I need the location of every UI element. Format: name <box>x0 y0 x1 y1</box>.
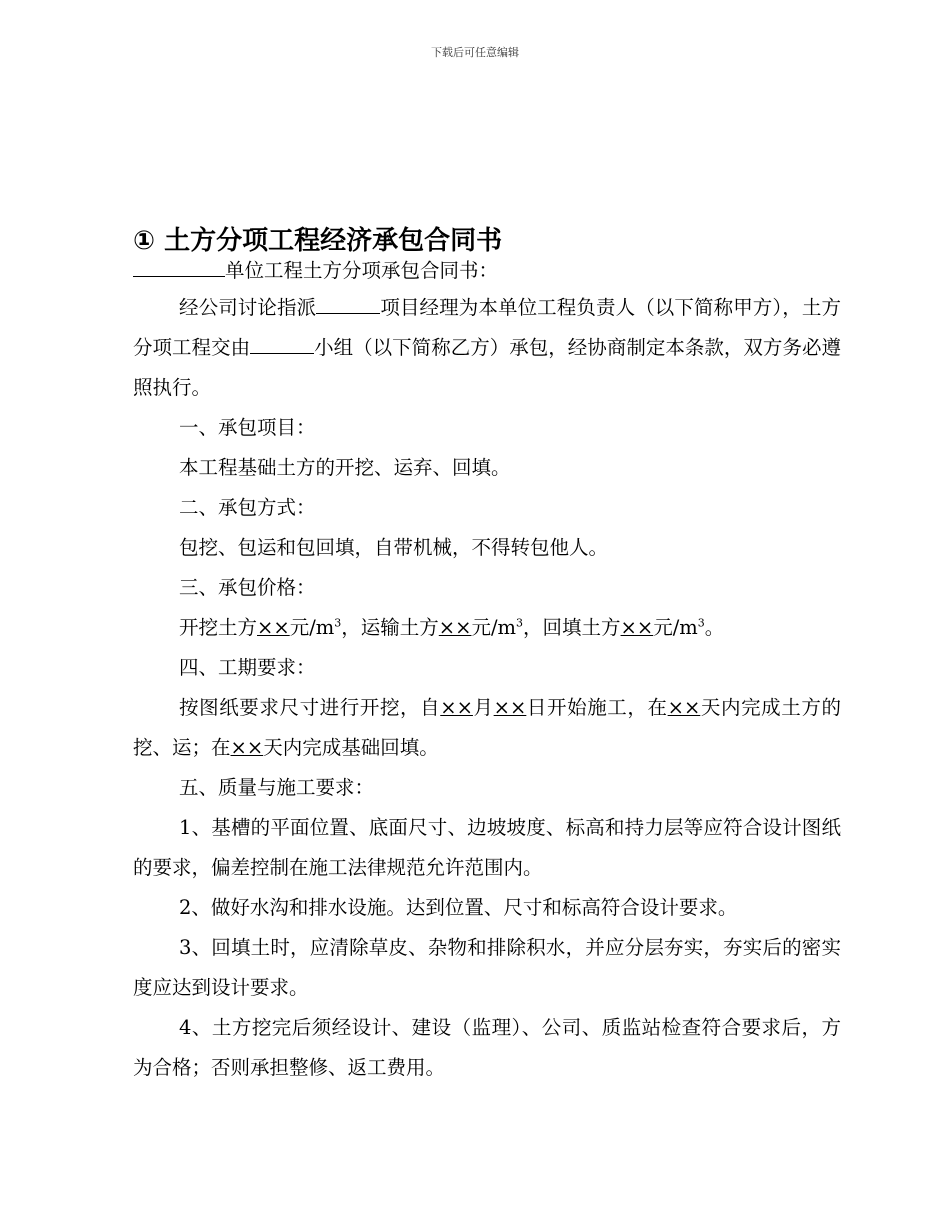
intro-text-1: 经公司讨论指派 <box>179 296 317 319</box>
price-unit-transport: 元/m <box>471 616 517 639</box>
price-unit-exp-dig: 3 <box>334 616 342 630</box>
document-subtitle <box>133 258 841 288</box>
schedule-text-3: 日开始施工，在 <box>526 696 668 719</box>
schedule-day: ×× <box>493 696 527 719</box>
price-label-transport: ，运输土方 <box>341 616 439 639</box>
price-value-transport: ×× <box>438 616 472 639</box>
price-unit-backfill: 元/m <box>653 616 698 639</box>
schedule-backfill-days: ×× <box>230 736 264 759</box>
schedule-text-5: 天内完成基础回填。 <box>263 736 439 759</box>
section4-body <box>133 688 841 768</box>
intro-paragraph <box>133 288 841 408</box>
section5-heading: 五、质量与施工要求： <box>179 776 375 799</box>
page-header: 下载后可任意编辑 <box>431 46 519 59</box>
section3-prices <box>133 608 841 648</box>
blank-manager-name[interactable] <box>316 297 380 314</box>
document-body <box>133 224 841 1088</box>
section1-body: 本工程基础土方的开挖、运弃、回填。 <box>179 456 511 479</box>
schedule-month: ×× <box>440 696 473 719</box>
blank-unit-name[interactable] <box>133 260 225 277</box>
intro-text-3: 小组（以下简称乙方）承包，经协商制定本条款，双方务必遵照执行。 <box>133 336 841 399</box>
subtitle-text: 单位工程土方分项承包合同书： <box>225 259 499 282</box>
price-end: 。 <box>704 616 725 639</box>
price-value-backfill: ×× <box>620 616 654 639</box>
intro-text-2: 项目经理为本单位工程负责人（以下简称甲方），土方分项工程交由 <box>133 296 841 359</box>
price-label-backfill: ，回填土方 <box>523 616 621 639</box>
price-unit-exp-transport: 3 <box>516 616 524 630</box>
section2-body: 包挖、包运和包回填，自带机械，不得转包他人。 <box>179 536 609 559</box>
section5-item-3: 3、回填土时，应清除草皮、杂物和排除积水，并应分层夯实，夯实后的密实度应达到设计要求。 <box>133 936 841 999</box>
section5-item-2: 2、做好水沟和排水设施。达到位置、尺寸和标高符合设计要求。 <box>179 896 738 919</box>
section1-heading: 一、承包项目： <box>179 416 316 439</box>
price-unit-dig: 元/m <box>289 616 335 639</box>
section5-item-1: 1、基槽的平面位置、底面尺寸、边坡坡度、标高和持力层等应符合设计图纸的要求，偏差控制在施工法律规范允许范围内。 <box>133 816 841 879</box>
price-value-dig: ×× <box>257 616 290 639</box>
section5-item-4: 4、土方挖完后须经设计、建设（监理）、公司、质监站检查符合要求后，方为合格；否则承担整修、返工费用。 <box>133 1016 841 1079</box>
schedule-dig-days: ×× <box>667 696 701 719</box>
schedule-text-1: 按图纸要求尺寸进行开挖，自 <box>179 696 441 719</box>
price-unit-exp-backfill: 3 <box>697 616 705 630</box>
schedule-text-2: 月 <box>472 696 494 719</box>
section2-heading: 二、承包方式： <box>179 496 316 519</box>
schedule-text-4: 天内完成土方的挖、运；在 <box>133 696 841 759</box>
price-label-dig: 开挖土方 <box>179 616 258 639</box>
document-title: ① 土方分项工程经济承包合同书 <box>133 226 503 256</box>
blank-team-name[interactable] <box>250 337 314 354</box>
section4-heading: 四、工期要求： <box>179 656 316 679</box>
section3-heading: 三、承包价格： <box>179 576 316 599</box>
